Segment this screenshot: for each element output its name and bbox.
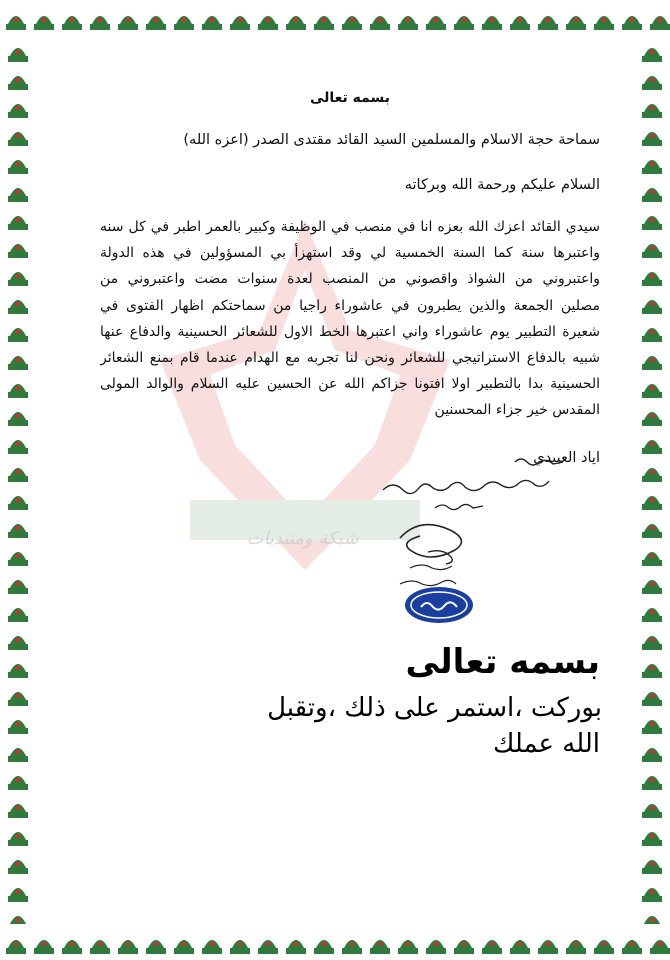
border-tile [642, 384, 662, 398]
border-tile [34, 16, 54, 30]
letter-line: شعيرة التطبير يوم عاشوراء واني اعتبرها الخط الاول للشعائر الحسينية والدفاع عنها [100, 323, 600, 340]
border-tile [642, 636, 662, 650]
border-tile [510, 16, 530, 30]
decorative-border-bottom [0, 924, 670, 960]
border-tile [342, 940, 362, 954]
handwritten-signature [380, 508, 480, 594]
border-tile [230, 940, 250, 954]
border-tile [8, 132, 28, 146]
border-tile [286, 16, 306, 30]
border-tile [8, 440, 28, 454]
decorative-border-left [0, 36, 36, 924]
decorative-border-top [0, 0, 670, 36]
border-tile [650, 940, 670, 954]
border-tile [642, 76, 662, 90]
border-tile [642, 328, 662, 342]
letter-line: الحسينية بدا بالتطبير اولا افتونا جزاكم الله عن الحسين عليه السلام والوالد المولى [100, 376, 600, 393]
border-tile [642, 608, 662, 622]
letter-signature: اياد العبيدي [533, 450, 600, 466]
border-tile [8, 496, 28, 510]
border-tile [8, 916, 28, 924]
border-tile [642, 748, 662, 762]
border-tile [8, 608, 28, 622]
letter-line: واعتبروني من الشواذ واقصوني من المنصب لعدة سنوات مضت واعتبروني من [100, 271, 600, 288]
border-tile [454, 16, 474, 30]
border-tile [146, 16, 166, 30]
border-tile [8, 356, 28, 370]
letter-line: المقدس خير جزاء المحسنين [434, 402, 600, 419]
border-tile [642, 720, 662, 734]
letter-addressee: سماحة حجة الاسلام والمسلمين السيد القائد مقتدى الصدر (اعزه الله) [183, 132, 600, 148]
border-tile [642, 412, 662, 426]
border-tile [146, 940, 166, 954]
border-tile [8, 888, 28, 902]
handwritten-note [375, 450, 580, 515]
border-tile [594, 940, 614, 954]
border-tile [8, 160, 28, 174]
border-tile [62, 940, 82, 954]
border-tile [482, 940, 502, 954]
border-tile [370, 16, 390, 30]
border-tile [642, 48, 662, 62]
border-tile [90, 940, 110, 954]
border-tile [118, 16, 138, 30]
border-tile [510, 940, 530, 954]
border-tile [566, 940, 586, 954]
border-tile [642, 300, 662, 314]
border-tile [642, 244, 662, 258]
border-tile [642, 552, 662, 566]
border-tile [174, 16, 194, 30]
border-tile [8, 804, 28, 818]
border-tile [642, 832, 662, 846]
border-tile [538, 16, 558, 30]
border-tile [118, 940, 138, 954]
border-tile [622, 940, 642, 954]
border-tile [642, 160, 662, 174]
watermark-text: شبكة ومنتديات [246, 528, 359, 549]
letter-line: سيدي القائد اعزك الله بعزه انا في منصب في الوظيفة وكبير بالعمر اطبر في كل سنه [100, 219, 600, 235]
border-tile [8, 216, 28, 230]
border-tile [8, 328, 28, 342]
border-tile [8, 776, 28, 790]
border-tile [8, 552, 28, 566]
border-tile [230, 16, 250, 30]
border-tile [8, 384, 28, 398]
letter-greeting: السلام عليكم ورحمة الله وبركاته [404, 177, 600, 193]
border-tile [566, 16, 586, 30]
official-stamp [403, 585, 475, 625]
border-tile [642, 692, 662, 706]
reply-line: بوركت ،استمر على ذلك ،وتقبل [267, 693, 602, 723]
border-tile [642, 916, 662, 924]
letter-line: مصلين الجمعة والذين يطبرون في عاشوراء راجيا من سماحتكم اظهار الفتوى في [100, 297, 600, 314]
border-tile [398, 16, 418, 30]
border-tile [8, 692, 28, 706]
border-tile [594, 16, 614, 30]
border-tile [642, 776, 662, 790]
border-tile [8, 300, 28, 314]
border-tile [642, 524, 662, 538]
border-tile [8, 860, 28, 874]
border-tile [426, 940, 446, 954]
border-tile [642, 104, 662, 118]
border-tile [454, 940, 474, 954]
border-tile [202, 940, 222, 954]
letter-line: واعتبرها سنة كما السنة الخمسية لي وقد استهزأ بي المسؤولين في هذه الدولة [100, 245, 600, 262]
border-tile [642, 496, 662, 510]
border-tile [370, 940, 390, 954]
border-tile [8, 636, 28, 650]
border-tile [342, 16, 362, 30]
border-tile [482, 16, 502, 30]
border-tile [642, 860, 662, 874]
border-tile [8, 748, 28, 762]
border-tile [8, 48, 28, 62]
border-tile [8, 188, 28, 202]
border-tile [8, 468, 28, 482]
border-tile [286, 940, 306, 954]
border-tile [34, 940, 54, 954]
border-tile [8, 832, 28, 846]
border-tile [650, 16, 670, 30]
border-tile [8, 720, 28, 734]
border-tile [8, 76, 28, 90]
border-tile [398, 940, 418, 954]
border-tile [8, 412, 28, 426]
border-tile [642, 664, 662, 678]
border-tile [642, 468, 662, 482]
border-tile [8, 580, 28, 594]
border-tile [314, 940, 334, 954]
border-tile [258, 940, 278, 954]
border-tile [426, 16, 446, 30]
border-tile [90, 16, 110, 30]
border-tile [642, 804, 662, 818]
border-tile [642, 580, 662, 594]
border-tile [8, 272, 28, 286]
reply-title: بسمه تعالى [405, 642, 600, 682]
border-tile [6, 940, 26, 954]
reply-line: الله عملك [492, 729, 600, 759]
border-tile [8, 664, 28, 678]
border-tile [8, 244, 28, 258]
border-tile [642, 356, 662, 370]
letter-basmala: بسمه تعالى [309, 90, 391, 106]
border-tile [642, 216, 662, 230]
border-tile [314, 16, 334, 30]
border-tile [8, 524, 28, 538]
border-tile [62, 16, 82, 30]
border-tile [642, 132, 662, 146]
border-tile [258, 16, 278, 30]
border-tile [8, 104, 28, 118]
letter-paragraph [100, 214, 600, 424]
border-tile [642, 188, 662, 202]
decorative-border-right [634, 36, 670, 924]
border-tile [174, 940, 194, 954]
border-tile [202, 16, 222, 30]
border-tile [642, 272, 662, 286]
letter-line: شبيه بالدفاع الاستراتيجي للشعائر ونحن لنا تجربه مع الهدام عندما قام بمنع الشعائر [100, 350, 600, 367]
border-tile [622, 16, 642, 30]
border-tile [538, 940, 558, 954]
border-tile [642, 888, 662, 902]
border-tile [6, 16, 26, 30]
border-tile [642, 440, 662, 454]
